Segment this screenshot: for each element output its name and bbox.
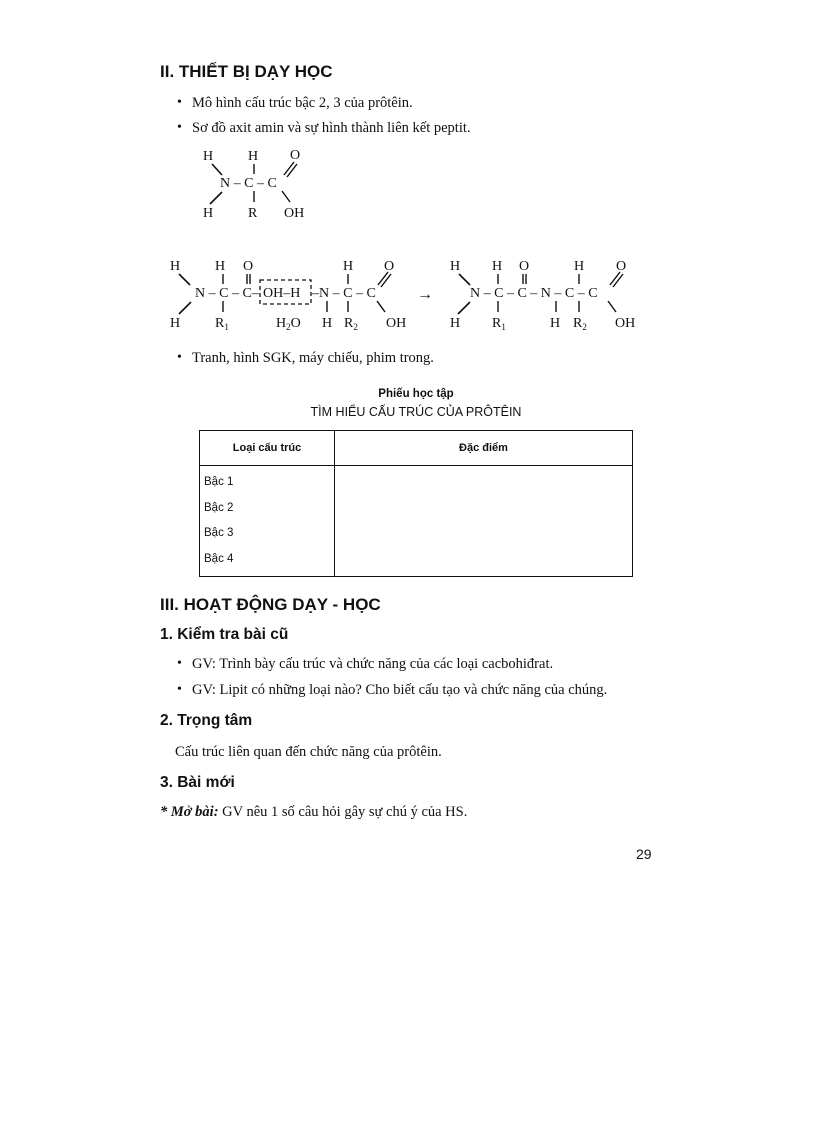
- bullet-item: • Tranh, hình SGK, máy chiếu, phim trong.: [192, 350, 434, 367]
- section-2-title: II. THIẾT BỊ DẠY HỌC: [160, 62, 333, 81]
- column-header: Loại cấu trúc: [200, 431, 335, 466]
- column-header: Đặc điểm: [335, 431, 633, 466]
- bullet-item: • GV: Trình bày cấu trúc và chức năng của các loại cacbohiđrat.: [192, 656, 553, 673]
- svg-text:H: H: [574, 259, 585, 274]
- svg-text:H: H: [248, 149, 259, 164]
- svg-text:R1: $R_1$: [215, 316, 229, 332]
- svg-text:OH: OH: [284, 206, 305, 221]
- subsection-2-text: Cấu trúc liên quan đến chức năng của prôtêin.: [175, 744, 442, 760]
- bullet-item: • GV: Lipit có những loại nào? Cho biết cấu tạo và chức năng của chúng.: [192, 682, 607, 699]
- level-label: Bậc 1: [204, 476, 234, 488]
- svg-text:R2: $R_2$: [344, 316, 358, 332]
- svg-text:H: H: [170, 259, 181, 274]
- table-header-row: [200, 431, 633, 466]
- section-3-title: III. HOẠT ĐỘNG DẠY - HỌC: [160, 595, 381, 614]
- svg-text:OH: OH: [615, 316, 636, 331]
- opening-label: * Mở bài:: [160, 804, 219, 820]
- svg-text:R1: $R_1$: [492, 316, 506, 332]
- svg-text:H: H: [170, 316, 181, 331]
- svg-text:N – C – C: N – C – C: [220, 176, 277, 191]
- svg-text:H: H: [203, 149, 214, 164]
- svg-text:H: H: [322, 316, 333, 331]
- level-label: Bậc 4: [204, 552, 234, 565]
- peptide-bond-diagram: [160, 248, 650, 338]
- svg-text:OH–H: OH–H: [263, 286, 301, 301]
- page-number: 29: [636, 846, 652, 862]
- subsection-1-title: 1. Kiểm tra bài cũ: [160, 626, 289, 643]
- level-label: Bậc 3: [204, 527, 234, 539]
- table-row: [200, 466, 633, 577]
- level-label: Bậc 2: [204, 501, 234, 514]
- svg-text:H: H: [203, 206, 214, 221]
- worksheet-subtitle: TÌM HIỂU CẤU TRÚC CỦA PRÔTÊIN: [310, 405, 522, 419]
- bullet-item: • Mô hình cấu trúc bậc 2, 3 của prôtêin.: [192, 95, 413, 112]
- svg-text:H2O: $H_2O$: [276, 316, 301, 332]
- worksheet-table: [199, 430, 633, 577]
- svg-text:N – C – C – N – C – C: N – C – C – N – C – C: [470, 286, 598, 301]
- svg-text:O: O: [290, 148, 301, 163]
- svg-text:OH: OH: [386, 316, 407, 331]
- svg-text:H: H: [343, 259, 354, 274]
- svg-text:O: O: [519, 259, 530, 274]
- subsection-2-title: 2. Trọng tâm: [160, 712, 253, 729]
- worksheet-title: Phiếu học tập: [378, 388, 454, 400]
- characteristics-cell: [335, 466, 633, 577]
- svg-text:H: H: [450, 316, 461, 331]
- svg-text:H: H: [550, 316, 561, 331]
- svg-text:–N – C – C: –N – C – C: [312, 286, 376, 301]
- svg-text:→: →: [417, 286, 433, 303]
- opening-text: GV nêu 1 số câu hỏi gây sự chú ý của HS.: [218, 804, 468, 820]
- svg-text:R2: $R_2$: [573, 316, 587, 332]
- svg-text:R: R: [248, 206, 258, 221]
- bullet-item: • Sơ đồ axit amin và sự hình thành liên kết peptit.: [192, 120, 471, 137]
- svg-text:N – C – C–: N – C – C–: [195, 286, 259, 301]
- svg-text:O: O: [243, 259, 254, 274]
- svg-text:H: H: [215, 259, 226, 274]
- svg-text:H: H: [492, 259, 503, 274]
- subsection-3-title: 3. Bài mới: [160, 774, 235, 791]
- svg-text:H: H: [450, 259, 461, 274]
- svg-text:O: O: [384, 259, 395, 274]
- amino-acid-diagram: [190, 140, 330, 225]
- svg-text:O: O: [616, 259, 627, 274]
- opening-paragraph: [160, 804, 467, 821]
